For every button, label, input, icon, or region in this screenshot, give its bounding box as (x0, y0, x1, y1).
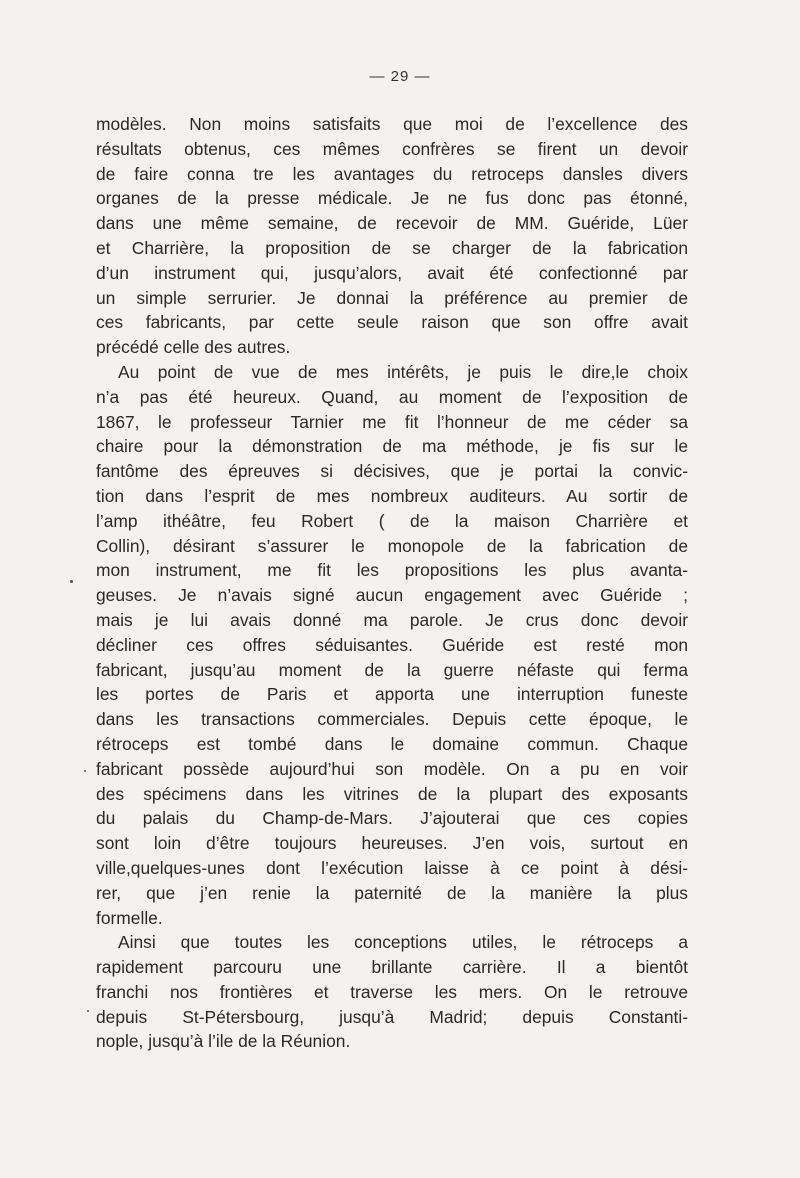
text-line: dans les transactions commerciales. Depuis cette époque, le (96, 709, 688, 730)
text-line: tion dans l’esprit de mes nombreux auditeurs. Au sortir de (96, 485, 688, 506)
text-line: franchi nos frontières et traverse les mers. On le retrouve (96, 981, 688, 1002)
text-line: rétroceps est tombé dans le domaine commun. Chaque (96, 733, 688, 754)
text-line: geuses. Je n’avais signé aucun engagement avec Guéride ; (96, 585, 688, 606)
text-line: un simple serrurier. Je donnai la préférence au premier de (96, 287, 688, 308)
text-line: mon instrument, me fit les propositions les plus avanta- (96, 560, 688, 581)
paragraph-start: Au point de vue de mes intérêts, je puis le dire,le choix (118, 361, 688, 382)
body-text (96, 112, 688, 1054)
text-line: les portes de Paris et apporta une interruption funeste (96, 684, 688, 705)
text-line: formelle. (96, 907, 163, 928)
text-line: nople, jusqu’à l’ile de la Réunion. (96, 1031, 351, 1052)
text-line: des spécimens dans les vitrines de la plupart des exposants (96, 783, 688, 804)
text-line: n’a pas été heureux. Quand, au moment de l’exposition de (96, 386, 688, 407)
ink-speck (84, 770, 86, 772)
text-line: dans une même semaine, de recevoir de MM. Guéride, Lüer (96, 213, 688, 234)
text-line: ville,quelques-unes dont l’exécution laisse à ce point à dési- (96, 857, 688, 878)
text-line: ces fabricants, par cette seule raison que son offre avait (96, 312, 688, 333)
text-line: du palais du Champ-de-Mars. J’ajouterai que ces copies (96, 808, 688, 829)
text-line: rapidement parcouru une brillante carrière. Il a bientôt (96, 957, 688, 978)
ink-speck (70, 580, 73, 583)
text-line: 1867, le professeur Tarnier me fit l’honneur de me céder sa (96, 411, 688, 432)
text-line: de faire conna tre les avantages du retroceps dansles divers (96, 163, 688, 184)
text-line: précédé celle des autres. (96, 337, 291, 358)
text-line: décliner ces offres séduisantes. Guéride est resté mon (96, 634, 688, 655)
text-line: d’un instrument qui, jusqu’alors, avait été confectionné par (96, 262, 688, 283)
text-line: depuis St-Pétersbourg, jusqu’à Madrid; depuis Constanti- (96, 1006, 688, 1027)
text-line: Collin), désirant s’assurer le monopole de la fabrication de (96, 535, 688, 556)
text-line: et Charrière, la proposition de se charger de la fabrication (96, 237, 688, 258)
ink-speck (87, 1010, 89, 1012)
text-line: fabricant possède aujourd’hui son modèle. On a pu en voir (96, 758, 688, 779)
text-line: organes de la presse médicale. Je ne fus donc pas étonné, (96, 188, 688, 209)
text-line: mais je lui avais donné ma parole. Je crus donc devoir (96, 609, 688, 630)
page-number: — 29 — (369, 68, 431, 85)
text-line: sont loin d’être toujours heureuses. J’en vois, surtout en (96, 833, 688, 854)
text-line: l’amp ithéâtre, feu Robert ( de la maison Charrière et (96, 510, 688, 531)
text-line: chaire pour la démonstration de ma méthode, je fis sur le (96, 436, 688, 457)
text-line: fabricant, jusqu’au moment de la guerre néfaste qui ferma (96, 659, 688, 680)
text-line: modèles. Non moins satisfaits que moi de l’excellence des (96, 114, 688, 134)
paragraph-start: Ainsi que toutes les conceptions utiles, le rétroceps a (118, 932, 688, 953)
text-line: rer, que j’en renie la paternité de la manière la plus (96, 882, 688, 903)
text-line: résultats obtenus, ces mêmes confrères se firent un devoir (96, 138, 688, 159)
text-line: fantôme des épreuves si décisives, que je portai la convic- (96, 461, 688, 482)
